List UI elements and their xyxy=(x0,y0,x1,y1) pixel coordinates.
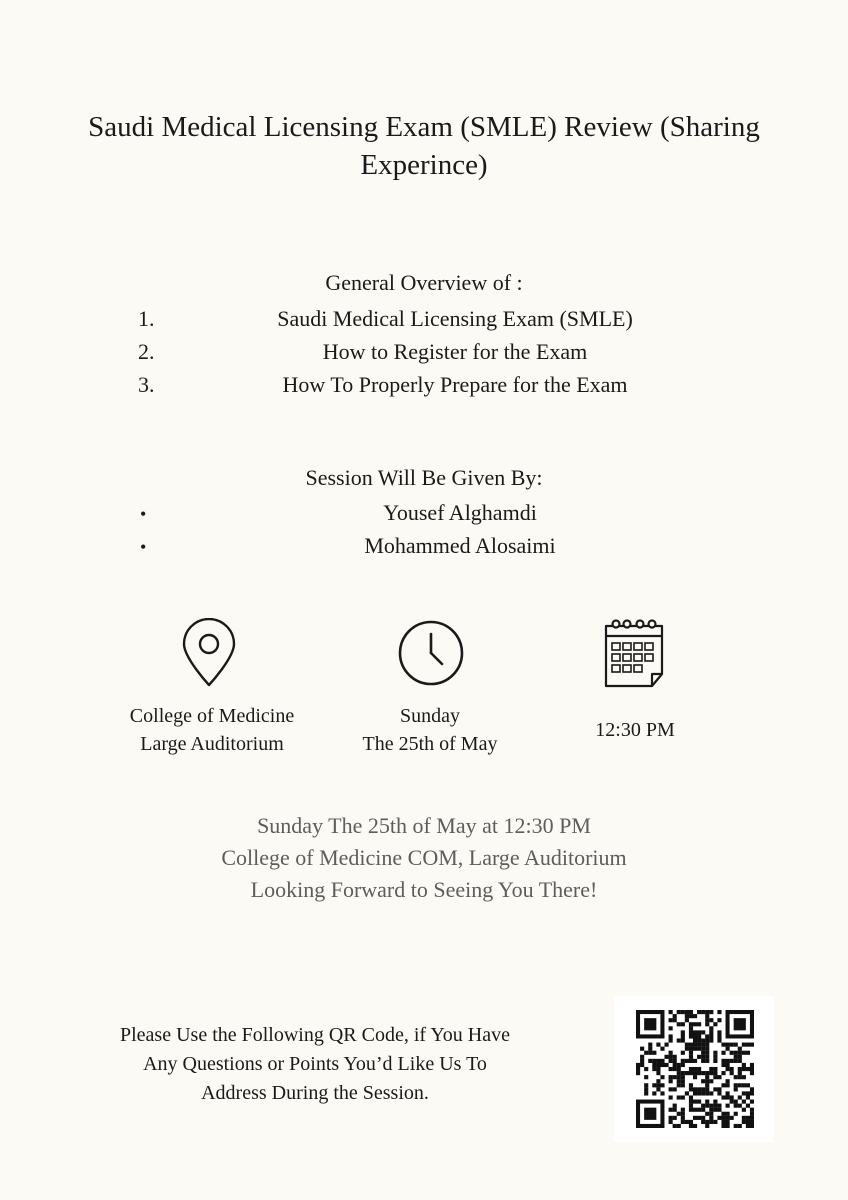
poster-title: Saudi Medical Licensing Exam (SMLE) Review (Sharing Experince) xyxy=(88,111,760,181)
summary-line-1: Sunday The 25th of May at 12:30 PM xyxy=(257,813,591,838)
list-item-number: 2. xyxy=(138,339,155,364)
qr-note-line-3: Address During the Session. xyxy=(201,1082,429,1104)
event-summary xyxy=(0,810,848,906)
bullet-point: • xyxy=(140,537,147,557)
speaker-name: Mohammed Alosaimi xyxy=(364,533,556,558)
qr-note xyxy=(80,1021,550,1108)
calendar-icon xyxy=(600,616,668,690)
list-item-text: How to Register for the Exam xyxy=(322,339,588,364)
bullet-point: • xyxy=(140,504,147,524)
location-line-1: College of Medicine xyxy=(129,705,295,727)
qr-code-icon[interactable] xyxy=(636,1010,754,1128)
summary-line-2: College of Medicine COM, Large Auditorium xyxy=(221,845,627,870)
list-item-number: 3. xyxy=(138,372,155,397)
time-details xyxy=(560,716,710,744)
clock-icon xyxy=(396,618,466,688)
date-line-2: The 25th of May xyxy=(362,733,498,755)
location-pin-icon xyxy=(180,618,238,688)
location-line-2: Large Auditorium xyxy=(140,733,284,755)
list-item-text: How To Properly Prepare for the Exam xyxy=(282,372,628,397)
location-details xyxy=(102,702,322,758)
qr-note-line-2: Any Questions or Points You’d Like Us To xyxy=(143,1053,487,1075)
list-item-text: Saudi Medical Licensing Exam (SMLE) xyxy=(277,306,633,331)
list-item-number: 1. xyxy=(138,306,155,331)
time-line-1: 12:30 PM xyxy=(595,719,675,741)
qr-note-line-1: Please Use the Following QR Code, if You Have xyxy=(120,1024,510,1046)
date-line-1: Sunday xyxy=(400,705,460,727)
speakers-heading: Session Will Be Given By: xyxy=(305,465,543,490)
speaker-name: Yousef Alghamdi xyxy=(383,500,537,525)
date-details xyxy=(330,702,530,758)
overview-heading: General Overview of : xyxy=(325,270,523,295)
summary-line-3: Looking Forward to Seeing You There! xyxy=(250,877,598,902)
qr-code-box xyxy=(614,996,774,1142)
